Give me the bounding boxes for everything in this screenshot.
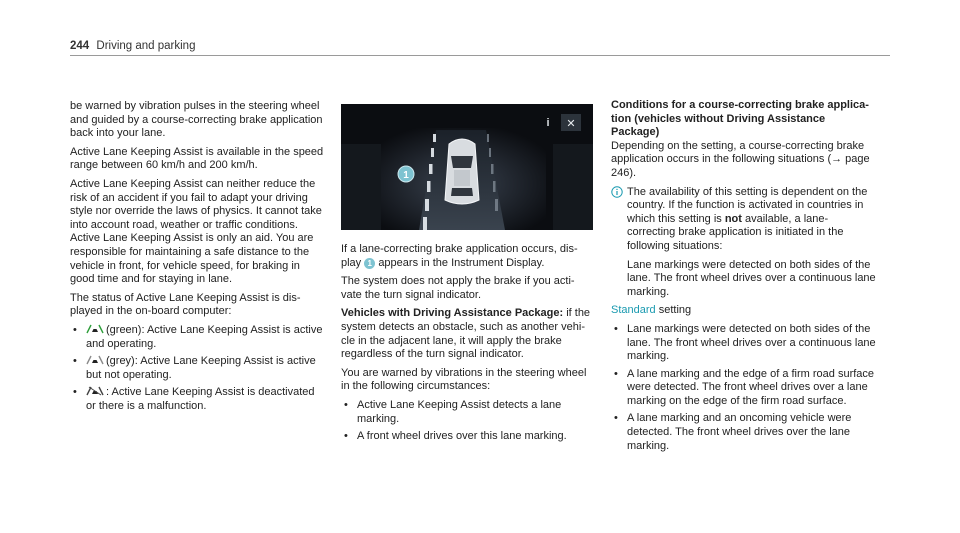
column-right bbox=[611, 99, 876, 458]
paragraph: Active Lane Keeping Assist can neither reduce the risk of an accident if you fail to adapt your driving style nor override the laws of physics. It cannot take into account road, weather or traffic conditions. Active Lane Keeping Assist is only an aid. You are responsible for maintaining a safe distance to the vehicle in front, for vehicle speed, for braking in good time and for staying in lane. bbox=[70, 177, 322, 286]
lane-correction-illustration bbox=[341, 104, 593, 230]
paragraph: If a lane-correcting brake application occurs, display 1 appears in the Instrument Display. bbox=[341, 243, 578, 269]
paragraph: The status of Active Lane Keeping Assist is displayed in the on-board computer: bbox=[70, 291, 301, 318]
paragraph: Vehicles with Driving Assistance Package: if the system detects an obstacle, such as another vehicle in the adjacent lane, it will apply the brake regardless of the turn signal indicator. bbox=[341, 307, 591, 361]
column-middle bbox=[341, 243, 591, 449]
list-item: • A lane marking and the edge of a firm road surface were detected. The front wheel drives over a lane marking on the edge of the firm road surface. bbox=[614, 367, 875, 407]
status-list bbox=[70, 324, 326, 414]
page-header bbox=[70, 40, 195, 52]
section-heading: Conditions for a course-correcting brake application (vehicles without Driving Assistance Package) bbox=[611, 99, 869, 139]
list-item: • (grey): Active Lane Keeping Assist is active but not operating. bbox=[73, 355, 316, 381]
list-item: • A front wheel drives over this lane marking. bbox=[344, 430, 567, 443]
car-icon bbox=[445, 139, 479, 204]
list-item: • (green): Active Lane Keeping Assist is active and operating. bbox=[73, 323, 323, 350]
info-icon: i bbox=[546, 117, 550, 129]
paragraph: be warned by vibration pulses in the steering wheel and guided by a course-correcting brake application back into your lane. bbox=[70, 100, 323, 140]
paragraph: Depending on the setting, a course-correcting brake application occurs in the following situations (→ page 246). bbox=[611, 139, 870, 179]
info-icon bbox=[611, 186, 623, 198]
paragraph: The system does not apply the brake if you activate the turn signal indicator. bbox=[341, 275, 575, 301]
info-note-detail: Lane markings were detected on both sides of the lane. The front wheel drives over a continuous lane marking. bbox=[627, 258, 876, 298]
section-title: Driving and parking bbox=[96, 40, 196, 52]
list-item: • Lane markings were detected on both sides of the lane. The front wheel drives over a continuous lane marking. bbox=[614, 322, 876, 363]
list-item: • : Active Lane Keeping Assist is deactivated or there is a malfunction. bbox=[73, 386, 315, 412]
lane-assist-green-icon bbox=[86, 324, 104, 334]
close-icon: ✕ bbox=[566, 117, 576, 130]
setting-name: Standard bbox=[611, 304, 656, 317]
standard-conditions-list bbox=[611, 323, 876, 453]
info-note: The availability of this setting is dependent on the country. If the function is activated in countries in which this setting is not available, a lane-correcting brake application is initiated in the following situations: bbox=[611, 186, 876, 254]
warning-list bbox=[341, 399, 591, 444]
list-item: • Active Lane Keeping Assist detects a lane marking. bbox=[344, 398, 562, 425]
lane-assist-grey-icon bbox=[86, 355, 104, 365]
paragraph: You are warned by vibrations in the steering wheel in the following circumstances: bbox=[341, 366, 587, 393]
paragraph: Standard setting bbox=[611, 304, 692, 317]
list-item: • A lane marking and an oncoming vehicle were detected. The front wheel drives over the lane marking. bbox=[614, 412, 852, 452]
lane-assist-off-icon bbox=[86, 386, 104, 396]
paragraph: Active Lane Keeping Assist is available in the speed range between 60 km/h and 200 km/h. bbox=[70, 145, 324, 172]
header-rule bbox=[70, 55, 890, 56]
svg-text:1: 1 bbox=[403, 170, 409, 181]
column-left bbox=[70, 100, 326, 418]
page-number: 244 bbox=[70, 40, 90, 52]
callout-badge: 1 bbox=[364, 258, 375, 269]
instrument-display-image bbox=[341, 104, 593, 230]
